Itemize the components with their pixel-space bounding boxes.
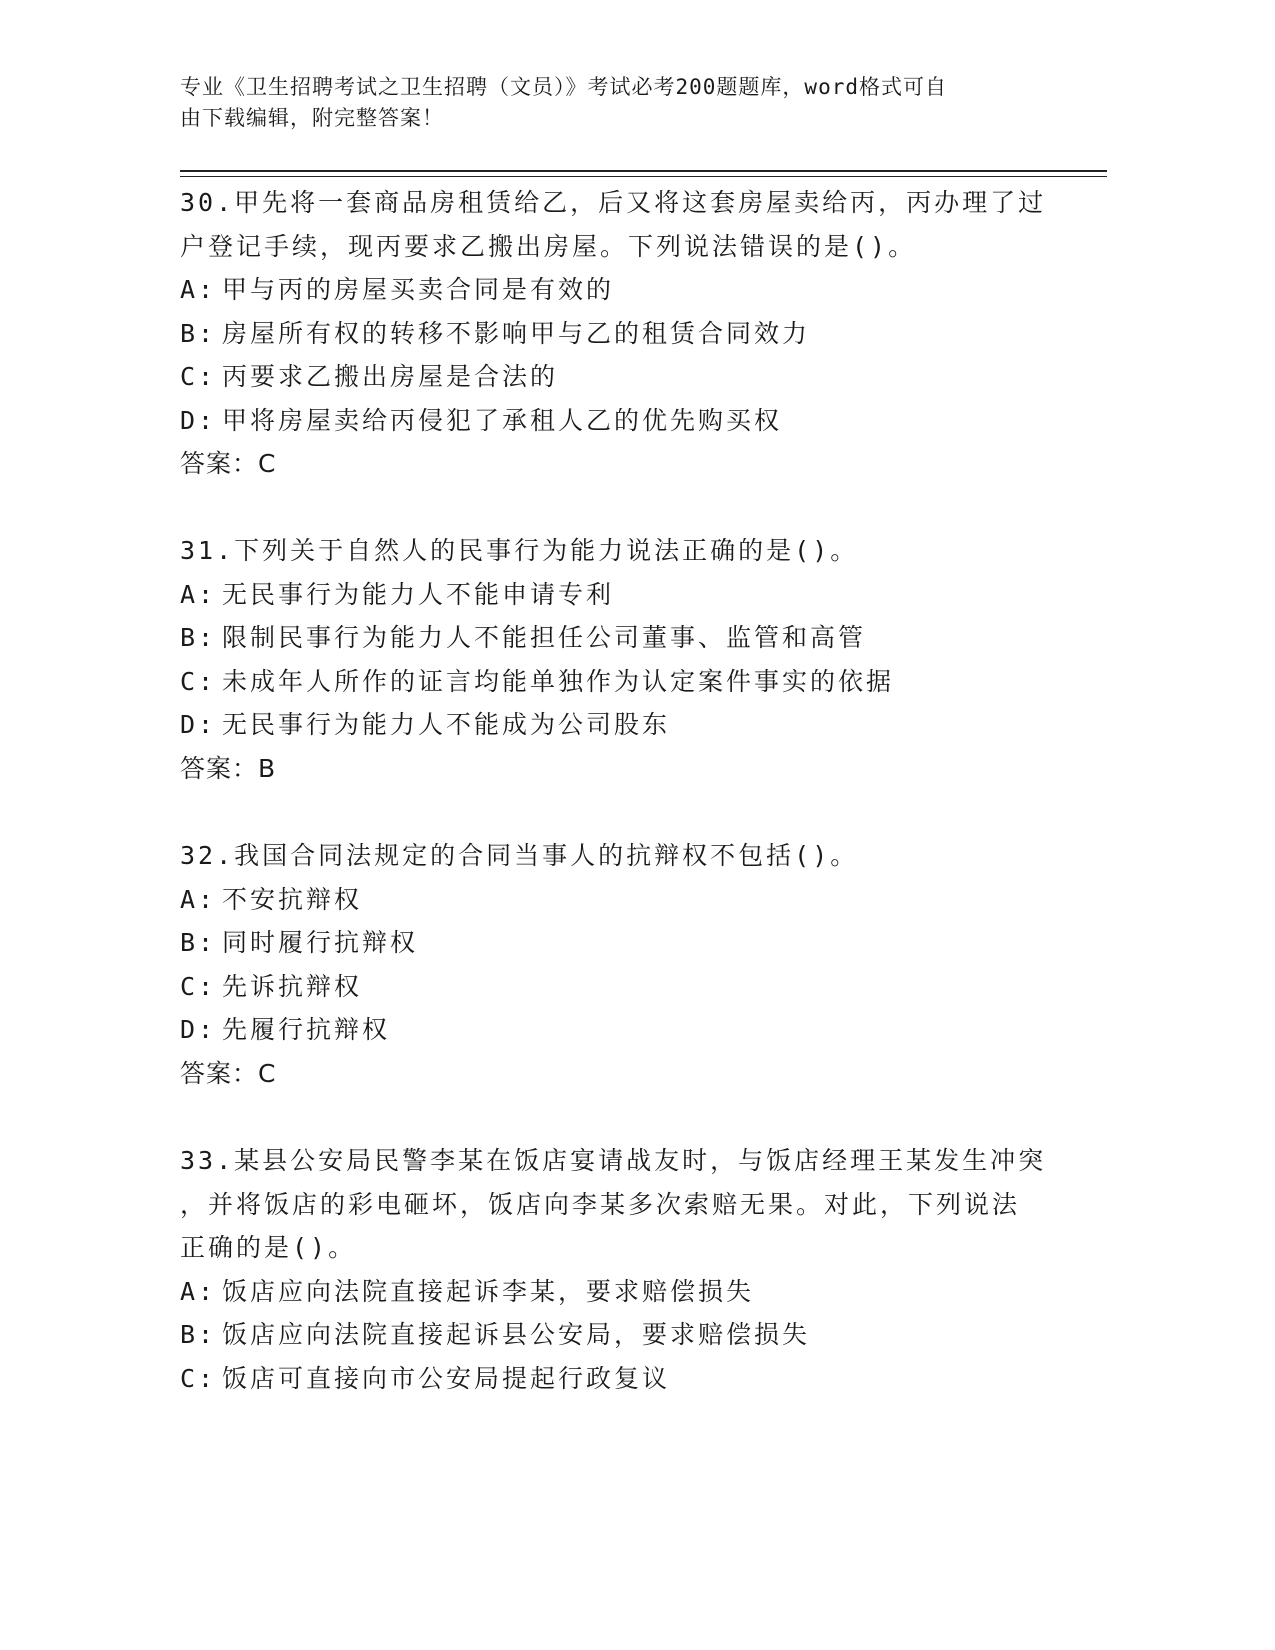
option-text: 不安抗辩权 — [222, 884, 363, 914]
question-31 — [180, 529, 1040, 790]
question-stem-line: 32.我国合同法规定的合同当事人的抗辩权不包括()。 — [180, 841, 859, 870]
option-key: D: — [180, 1015, 217, 1044]
option-b — [180, 921, 1040, 965]
header-line-1: 专业《卫生招聘考试之卫生招聘（文员）》考试必考200题题库，word格式可自 — [180, 75, 947, 99]
option-text: 丙要求乙搬出房屋是合法的 — [222, 362, 559, 391]
question-stem-line: 33.某县公安局民警李某在饭店宴请战友时，与饭店经理王某发生冲突 — [180, 1146, 1047, 1175]
option-key: C: — [180, 1363, 217, 1393]
option-text: 饭店应向法院直接起诉县公安局，要求赔偿损失 — [222, 1320, 811, 1349]
option-key: C: — [180, 666, 217, 696]
option-text: 同时履行抗辩权 — [222, 928, 419, 957]
option-text: 先履行抗辩权 — [222, 1015, 391, 1044]
option-text: 甲将房屋卖给丙侵犯了承租人乙的优先购买权 — [222, 405, 783, 435]
answer: 答案：C — [180, 449, 277, 478]
header-divider-thick — [180, 170, 1107, 172]
option-key: C: — [180, 362, 217, 391]
option-key: B: — [180, 928, 217, 957]
option-text: 甲与丙的房屋买卖合同是有效的 — [222, 275, 615, 304]
option-b — [180, 1313, 1040, 1357]
option-b — [180, 312, 1040, 356]
option-a — [180, 268, 1040, 312]
question-32 — [180, 834, 1040, 1095]
option-key: B: — [180, 318, 217, 348]
option-key: B: — [180, 1320, 217, 1349]
option-key: C: — [180, 971, 217, 1001]
option-key: D: — [180, 405, 217, 435]
option-key: A: — [180, 579, 217, 609]
option-text: 限制民事行为能力人不能担任公司董事、监管和高管 — [222, 623, 867, 652]
answer: 答案：C — [180, 1058, 277, 1088]
option-key: A: — [180, 275, 217, 304]
option-key: A: — [180, 1276, 217, 1306]
option-text: 无民事行为能力人不能成为公司股东 — [222, 710, 671, 739]
option-c — [180, 965, 1040, 1009]
option-d — [180, 703, 1040, 747]
question-30 — [180, 181, 1047, 486]
question-stem-line: ，并将饭店的彩电砸坏，饭店向李某多次索赔无果。对此，下列说法 — [180, 1189, 1021, 1219]
option-d — [180, 1008, 1040, 1052]
question-stem-line: 户登记手续，现丙要求乙搬出房屋。下列说法错误的是()。 — [180, 231, 917, 261]
option-text: 未成年人所作的证言均能单独作为认定案件事实的依据 — [222, 666, 895, 696]
answer: 答案：B — [180, 753, 277, 783]
option-a — [180, 573, 1040, 617]
option-text: 饭店可直接向市公安局提起行政复议 — [222, 1363, 671, 1393]
option-key: D: — [180, 710, 217, 739]
question-stem-line: 正确的是()。 — [180, 1233, 357, 1262]
question-stem-line: 30.甲先将一套商品房租赁给乙，后又将这套房屋卖给丙，丙办理了过 — [180, 188, 1047, 217]
option-text: 饭店应向法院直接起诉李某，要求赔偿损失 — [222, 1276, 755, 1306]
option-a — [180, 1270, 1040, 1314]
option-c — [180, 355, 1040, 399]
option-d — [180, 399, 1040, 443]
option-text: 房屋所有权的转移不影响甲与乙的租赁合同效力 — [222, 318, 811, 348]
option-key: B: — [180, 623, 217, 652]
header-divider-thin — [180, 176, 1107, 177]
question-33 — [180, 1139, 1047, 1400]
question-stem-line: 31.下列关于自然人的民事行为能力说法正确的是()。 — [180, 536, 859, 565]
option-key: A: — [180, 884, 217, 914]
option-c — [180, 660, 1040, 704]
header-line-2: 由下载编辑，附完整答案！ — [180, 106, 444, 130]
option-text: 无民事行为能力人不能申请专利 — [222, 579, 615, 609]
option-b — [180, 616, 1040, 660]
document-header — [180, 72, 1030, 134]
option-text: 先诉抗辩权 — [222, 971, 363, 1001]
option-c — [180, 1357, 1040, 1401]
option-a — [180, 878, 1040, 922]
